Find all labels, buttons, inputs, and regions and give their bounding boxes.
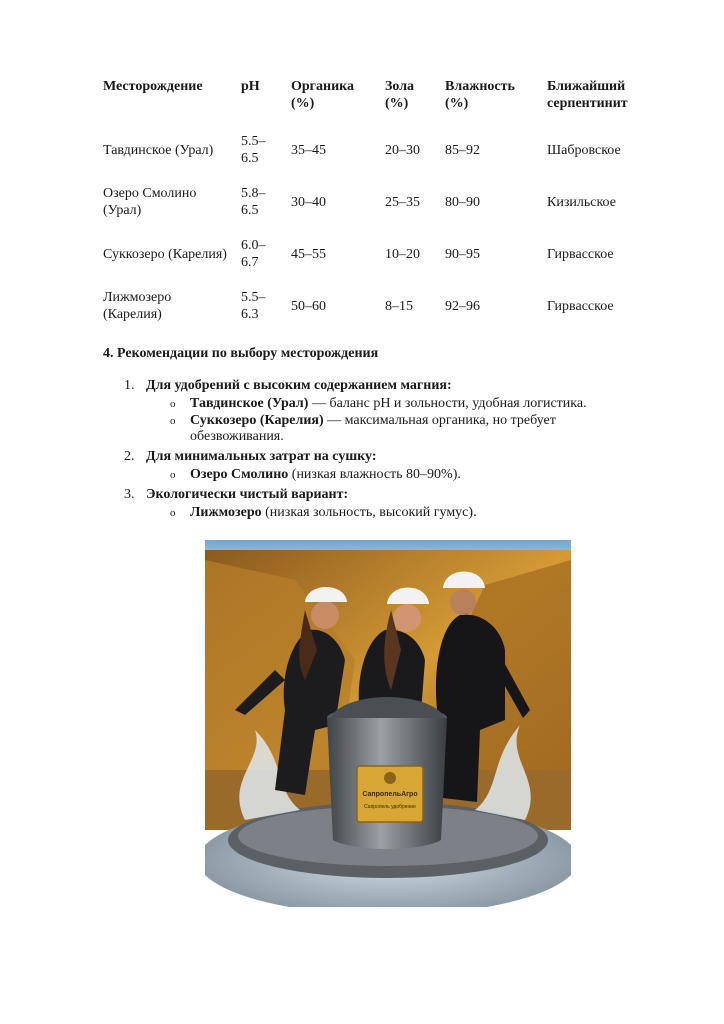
sub-list — [146, 396, 618, 445]
deposit-note: — максимальная органика, но требует обезвоживания. — [190, 413, 556, 444]
table-cell: 92–96 — [445, 298, 480, 314]
table-cell: 5.5–6.5 — [241, 134, 266, 166]
table-header-cell: Зола (%) — [385, 79, 415, 111]
table-cell: 50–60 — [291, 298, 326, 314]
deposit-note: (низкая влажность 80–90%). — [288, 467, 461, 482]
recommendation-item — [118, 449, 618, 483]
table-cell: 30–40 — [291, 194, 326, 210]
bucket-label-subtitle: Сапропель удобрение — [364, 804, 416, 810]
table-cell: 80–90 — [445, 194, 480, 210]
table-cell: 10–20 — [385, 246, 420, 262]
recommendation-item — [118, 378, 618, 445]
list-number: 2. — [124, 449, 135, 464]
circle-bullet-icon: o — [170, 398, 176, 410]
recommendation-title: Для удобрений с высоким содержанием магния: — [146, 378, 452, 393]
face — [311, 601, 339, 629]
list-number: 1. — [124, 378, 135, 393]
deposit-name: Лижмозеро — [190, 505, 262, 520]
table-cell: 20–30 — [385, 142, 420, 158]
table-cell: Кизильское — [547, 194, 616, 210]
recommendation-title: Экологически чистый вариант: — [146, 487, 349, 502]
table-row — [98, 228, 662, 280]
deposit-name: Тавдинское (Урал) — [190, 396, 309, 411]
table-header-cell: Месторождение — [103, 79, 203, 94]
deposit-note: (низкая зольность, высокий гумус). — [261, 505, 477, 520]
face — [450, 589, 476, 615]
table-cell: Суккозеро (Карелия) — [103, 246, 227, 262]
recommendation-title: Для минимальных затрат на сушку: — [146, 449, 377, 464]
table-row — [98, 124, 662, 176]
table-cell: 5.5–6.3 — [241, 290, 266, 322]
table-cell: Гирвасское — [547, 298, 614, 314]
table-header-cell: pH — [241, 79, 260, 94]
table-cell: Озеро Смолино (Урал) — [103, 186, 197, 218]
table-header-cell: Ближайший серпентинит — [547, 79, 628, 111]
table-cell: Гирвасское — [547, 246, 614, 262]
list-item — [146, 413, 618, 445]
table-cell: 8–15 — [385, 298, 413, 314]
table-cell: 35–45 — [291, 142, 326, 158]
table-cell: 45–55 — [291, 246, 326, 262]
table-cell: Лижмозеро (Карелия) — [103, 290, 172, 322]
table-cell: Тавдинское (Урал) — [103, 142, 214, 158]
deposit-note: — баланс pH и зольности, удобная логистика. — [308, 396, 587, 411]
table-cell: 25–35 — [385, 194, 420, 210]
table-cell: Шабровское — [547, 142, 621, 158]
label-emblem-icon — [384, 772, 396, 784]
bucket-label-brand: СапропельАгро — [362, 791, 418, 798]
table-cell: 6.0–6.7 — [241, 238, 266, 270]
list-item — [146, 467, 618, 483]
illustration-image — [205, 540, 571, 907]
circle-bullet-icon: o — [170, 415, 176, 427]
recommendation-item — [118, 487, 618, 521]
bucket — [327, 697, 447, 849]
table-row — [98, 280, 662, 332]
table-cell: 85–92 — [445, 142, 480, 158]
recommendations-list — [118, 378, 618, 525]
deposit-name: Озеро Смолино — [190, 467, 289, 482]
sub-list — [146, 467, 618, 483]
list-number: 3. — [124, 487, 135, 502]
table-header-cell: Органика (%) — [291, 79, 355, 111]
circle-bullet-icon: o — [170, 469, 176, 481]
face — [393, 604, 421, 632]
table-header-row — [98, 72, 662, 124]
sub-list — [146, 505, 618, 521]
deposits-table — [98, 72, 662, 332]
table-cell: 5.8–6.5 — [241, 186, 266, 218]
table-row — [98, 176, 662, 228]
table-cell: 90–95 — [445, 246, 480, 262]
list-item — [146, 505, 618, 521]
list-item — [146, 396, 618, 412]
section-heading: 4. Рекомендации по выбору месторождения — [103, 346, 379, 361]
table-header-cell: Влажность (%) — [445, 79, 515, 111]
deposit-name: Суккозеро (Карелия) — [190, 413, 324, 428]
circle-bullet-icon: o — [170, 507, 176, 519]
